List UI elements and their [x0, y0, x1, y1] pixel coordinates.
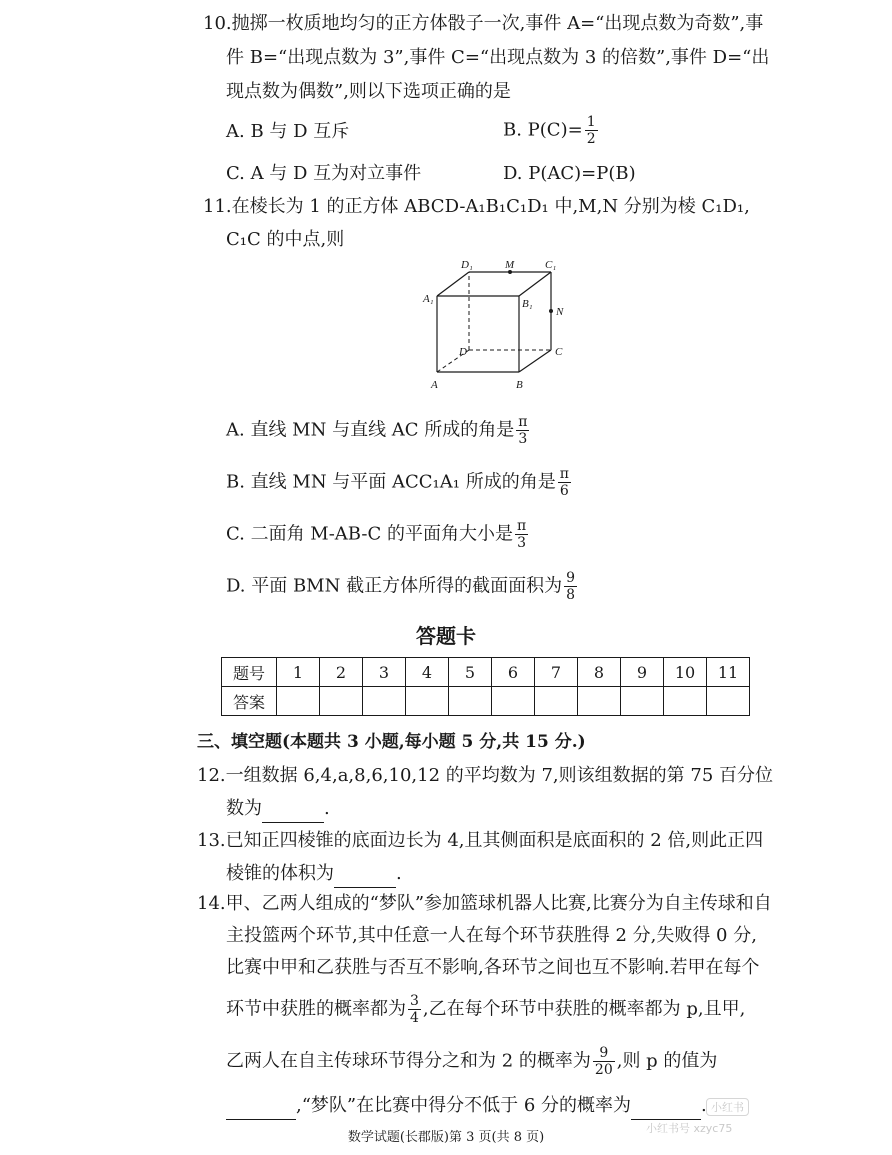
- fraction: [585, 114, 598, 147]
- label-n: N: [556, 306, 564, 318]
- numerator: 9: [593, 1045, 615, 1062]
- q10-line3: 现点数为偶数”,则以下选项正确的是: [226, 81, 511, 102]
- q12-line2-end: .: [324, 798, 330, 819]
- label-a: A: [431, 379, 438, 391]
- answer-cell: [664, 687, 707, 716]
- q11-option-b-text: B. 直线 MN 与平面 ACC₁A₁ 所成的角是: [226, 471, 556, 493]
- q13-line1: 13.已知正四棱锥的底面边长为 4,且其侧面积是底面积的 2 倍,则此正四: [197, 830, 764, 851]
- label-b: B: [516, 379, 523, 391]
- q11-option-a-text: A. 直线 MN 与直线 AC 所成的角是: [226, 419, 515, 441]
- answer-cell: [320, 687, 363, 716]
- question-number: 3: [363, 658, 406, 687]
- fraction: [515, 518, 528, 551]
- q14-line2: 主投篮两个环节,其中任意一人在每个环节获胜得 2 分,失败得 0 分,: [226, 925, 757, 946]
- watermark-logo: 小红书: [706, 1098, 749, 1116]
- denominator: 3: [518, 431, 528, 447]
- fraction: [558, 466, 571, 499]
- question-number: 4: [406, 658, 449, 687]
- q11-option-d-text: D. 平面 BMN 截正方体所得的截面面积为: [226, 575, 563, 597]
- answer-cell: [363, 687, 406, 716]
- denominator: 20: [594, 1062, 613, 1078]
- q14-line4-text: 环节中获胜的概率都为: [226, 998, 406, 1020]
- q11-line2: C₁C 的中点,则: [226, 229, 345, 250]
- denominator: 3: [517, 535, 527, 551]
- q10-line1: 10.抛掷一枚质地均匀的正方体骰子一次,事件 A=“出现点数为奇数”,事: [203, 13, 764, 34]
- numerator: π: [516, 518, 527, 534]
- q12-line2-text: 数为: [226, 798, 262, 819]
- q14-line4: [226, 993, 745, 1026]
- numerator: 1: [586, 114, 596, 130]
- numerator: 3: [410, 993, 419, 1009]
- cube-figure: [415, 254, 585, 399]
- label-a1: A₁: [423, 293, 434, 305]
- answer-cell: [621, 687, 664, 716]
- answer-cell: [492, 687, 535, 716]
- denominator: 2: [586, 131, 596, 147]
- q14-line6-end: .: [701, 1095, 707, 1116]
- label-m: M: [505, 259, 515, 271]
- label-c: C: [555, 346, 563, 358]
- q10-option-a: A. B 与 D 互斥: [226, 121, 350, 142]
- fraction: [408, 993, 421, 1026]
- label-d1: D₁: [461, 259, 473, 271]
- fraction: [593, 1045, 615, 1078]
- watermark-id: 小红书号 xzyc75: [646, 1122, 733, 1135]
- question-number: 5: [449, 658, 492, 687]
- q11-option-a: [226, 414, 531, 447]
- question-number: 1: [277, 658, 320, 687]
- row-label-number: 题号: [222, 658, 277, 687]
- q11-option-c-text: C. 二面角 M-AB-C 的平面角大小是: [226, 523, 513, 545]
- answer-cell: [277, 687, 320, 716]
- q12-line2: [226, 795, 330, 823]
- answer-cell: [535, 687, 578, 716]
- fraction: [564, 570, 577, 603]
- q14-line4-end: ,乙在每个环节中获胜的概率都为 p,且甲,: [422, 998, 746, 1020]
- answer-cell: [449, 687, 492, 716]
- label-b1: B₁: [522, 298, 533, 310]
- q14-line5-text: 乙两人在自主传球环节得分之和为 2 的概率为: [226, 1050, 591, 1072]
- answer-card-table: [221, 657, 750, 716]
- question-number: 2: [320, 658, 363, 687]
- q10-option-b: [503, 114, 600, 147]
- q10-line2: 件 B=“出现点数为 3”,事件 C=“出现点数为 3 的倍数”,事件 D=“出: [226, 47, 770, 68]
- denominator: 6: [559, 483, 569, 499]
- question-number: 9: [621, 658, 664, 687]
- q14-line3: 比赛中甲和乙获胜与否互不影响,各环节之间也互不影响.若甲在每个: [226, 957, 760, 978]
- label-c1: C₁: [545, 259, 557, 271]
- question-number: 11: [707, 658, 750, 687]
- answer-cell: [578, 687, 621, 716]
- question-number: 7: [535, 658, 578, 687]
- q13-line2: [226, 860, 402, 888]
- numerator: π: [518, 414, 528, 430]
- denominator: 4: [410, 1010, 419, 1026]
- answer-cell: [707, 687, 750, 716]
- table-row: [222, 658, 750, 687]
- q11-option-b: [226, 466, 573, 499]
- q11-option-c: [226, 518, 530, 551]
- question-number: 6: [492, 658, 535, 687]
- q14-line6-text: ,“梦队”在比赛中得分不低于 6 分的概率为: [296, 1095, 632, 1116]
- answer-card-title: 答题卡: [416, 624, 476, 648]
- q14-line1: 14.甲、乙两人组成的“梦队”参加篮球机器人比赛,比赛分为自主传球和自: [197, 893, 772, 914]
- answer-blank: [262, 804, 324, 823]
- q13-line2-end: .: [396, 863, 402, 884]
- q13-line2-text: 棱锥的体积为: [226, 863, 334, 884]
- row-label-answer: 答案: [222, 687, 277, 716]
- q11-option-d: [226, 570, 579, 603]
- page-footer: 数学试题(长郡版)第 3 页(共 8 页): [347, 1130, 545, 1145]
- q12-line1: 12.一组数据 6,4,a,8,6,10,12 的平均数为 7,则该组数据的第 75 百分位: [197, 765, 773, 786]
- q14-line5-end: ,则 p 的值为: [616, 1050, 718, 1072]
- q14-line6: [226, 1092, 707, 1120]
- q11-line1: 11.在棱长为 1 的正方体 ABCD-A₁B₁C₁D₁ 中,M,N 分别为棱 C₁D₁,: [203, 196, 750, 217]
- denominator: 8: [566, 587, 576, 603]
- fraction: [516, 414, 529, 447]
- numerator: 9: [566, 570, 576, 586]
- numerator: π: [559, 466, 569, 482]
- answer-cell: [406, 687, 449, 716]
- question-number: 10: [664, 658, 707, 687]
- q14-line5: [226, 1045, 717, 1078]
- q10-option-d: D. P(AC)=P(B): [503, 163, 636, 184]
- q10-option-b-text: B. P(C)=: [503, 119, 583, 141]
- section3-header: 三、填空题(本题共 3 小题,每小题 5 分,共 15 分.): [197, 732, 586, 752]
- q10-option-c: C. A 与 D 互为对立事件: [226, 163, 422, 184]
- table-row: [222, 687, 750, 716]
- answer-blank: [334, 869, 396, 888]
- answer-blank: [226, 1101, 296, 1120]
- question-number: 8: [578, 658, 621, 687]
- label-d: D: [459, 346, 467, 358]
